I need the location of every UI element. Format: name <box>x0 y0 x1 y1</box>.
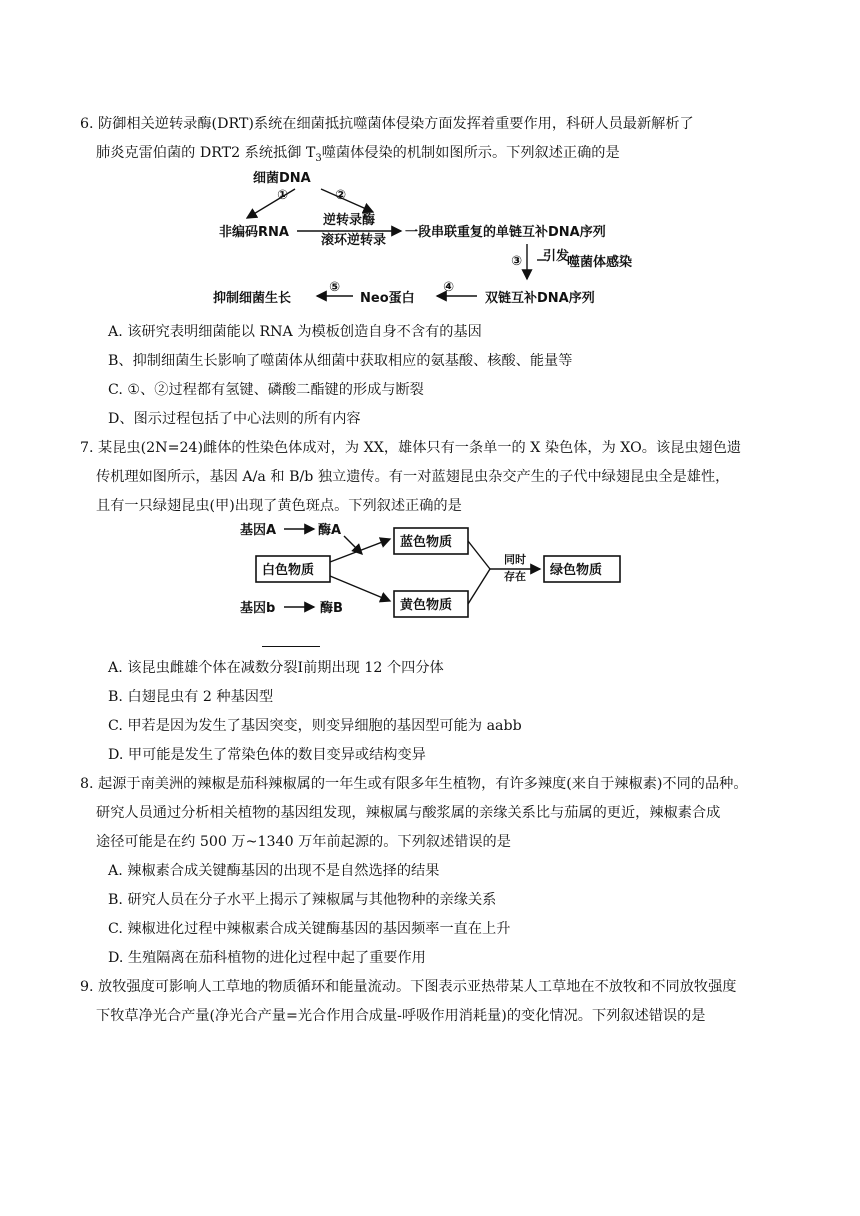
q7-stem-line2: 传机理如图所示，基因 A/a 和 B/b 独立遗传。有一对蓝翅昆虫杂交产生的子代中绿翅昆虫全是雄性， <box>96 469 730 485</box>
q8-option-d: D. 生殖隔离在茄科植物的进化过程中起了重要作用 <box>108 950 426 966</box>
green-substance-label: 绿色物质 <box>550 563 603 578</box>
yellow-substance-label: 黄色物质 <box>400 598 453 613</box>
q6-option-d: D、图示过程包括了中心法则的所有内容 <box>108 411 361 427</box>
step-1-number: ① <box>277 188 289 203</box>
q8-option-b: B. 研究人员在分子水平上揭示了辣椒属与其他物种的亲缘关系 <box>108 892 497 908</box>
answer-blank-line <box>262 646 320 647</box>
step-5-number: ⑤ <box>329 280 341 295</box>
enzyme-b-label: 酶B <box>320 601 343 616</box>
q9-stem-line2: 下牧草净光合产量(净光合产量=光合作用合成量-呼吸作用消耗量)的变化情况。下列叙述错误的是 <box>96 1008 706 1024</box>
q7-stem-line1: 7. 某昆虫(2N=24)雌体的性染色体成对，为 XX，雄体只有一条单一的 X 染色体，为 XO。该昆虫翅色遗 <box>80 440 742 456</box>
phage-infection-label: 噬菌体感染 <box>567 255 633 270</box>
reverse-transcriptase-label: 逆转录酶 <box>323 213 376 228</box>
neo-protein-label: Neo蛋白 <box>360 291 415 306</box>
inhibit-growth-label: 抑制细菌生长 <box>213 291 292 306</box>
step-3-number: ③ <box>511 254 523 269</box>
q7-wing-color-diagram <box>232 516 632 628</box>
q7-option-d: D. 甲可能是发生了常染色体的数目变异或结构变异 <box>108 747 426 763</box>
q6-option-a: A. 该研究表明细菌能以 RNA 为模板创造自身不含有的基因 <box>108 324 482 340</box>
blue-substance-label: 蓝色物质 <box>400 535 453 550</box>
q7-option-a: A. 该昆虫雌雄个体在减数分裂Ⅰ前期出现 12 个四分体 <box>108 660 444 676</box>
rolling-circle-label: 滚环逆转录 <box>321 233 387 248</box>
dsdna-label: 双链互补DNA序列 <box>485 291 595 306</box>
bacterial-dna-label: 细菌DNA <box>253 171 311 186</box>
gene-b-label: 基因b <box>240 601 276 616</box>
q9-stem-line1: 9. 放牧强度可影响人工草地的物质循环和能量流动。下图表示亚热带某人工草地在不放牧和不同放牧强度 <box>80 979 737 995</box>
q6-stem-line2: 肺炎克雷伯菌的 DRT2 系统抵御 $T_3$噬菌体侵染的机制如图所示。下列叙述正确的是 <box>96 145 620 164</box>
step-2-number: ② <box>335 188 347 203</box>
noncoding-rna-label: 非编码RNA <box>219 225 289 240</box>
q8-stem-line1: 8. 起源于南美洲的辣椒是茄科辣椒属的一年生或有限多年生植物，有许多辣度(来自于辣椒素)不同的品种。 <box>80 776 748 792</box>
trigger-label: 引发 <box>543 249 570 264</box>
q6-drt2-diagram <box>205 162 675 312</box>
q7-option-c: C. 甲若是因为发生了基因突变，则变异细胞的基因型可能为 aabb <box>108 718 522 734</box>
q8-option-c: C. 辣椒进化过程中辣椒素合成关键酶基因的基因频率一直在上升 <box>108 921 511 937</box>
step-4-number: ④ <box>443 280 455 295</box>
q6-option-b: B、抑制细菌生长影响了噬菌体从细菌中获取相应的氨基酸、核酸、能量等 <box>108 353 573 369</box>
q8-stem-line3: 途径可能是在约 500 万~1340 万年前起源的。下列叙述错误的是 <box>96 834 511 850</box>
q8-stem-line2: 研究人员通过分析相关植物的基因组发现，辣椒属与酸浆属的亲缘关系比与茄属的更近，辣椒素合成 <box>96 805 721 821</box>
q6-stem-line1: 6. 防御相关逆转录酶(DRT)系统在细菌抵抗噬菌体侵染方面发挥着重要作用，科研人员最新解析了 <box>80 116 694 132</box>
q6-option-c: C. ①、②过程都有氢键、磷酸二酯键的形成与断裂 <box>108 382 424 398</box>
q7-option-b: B. 白翅昆虫有 2 种基因型 <box>108 689 274 705</box>
gene-a-label: 基因A <box>240 523 277 538</box>
q8-option-a: A. 辣椒素合成关键酶基因的出现不是自然选择的结果 <box>108 863 440 879</box>
enzyme-a-label: 酶A <box>318 523 342 538</box>
coexist-label-2: 存在 <box>504 570 526 583</box>
ssdna-label: 一段串联重复的单链互补DNA序列 <box>405 225 606 240</box>
coexist-label-1: 同时 <box>504 553 526 566</box>
white-substance-label: 白色物质 <box>262 563 315 578</box>
q7-stem-line3: 且有一只绿翅昆虫(甲)出现了黄色斑点。下列叙述正确的是 <box>96 498 462 514</box>
